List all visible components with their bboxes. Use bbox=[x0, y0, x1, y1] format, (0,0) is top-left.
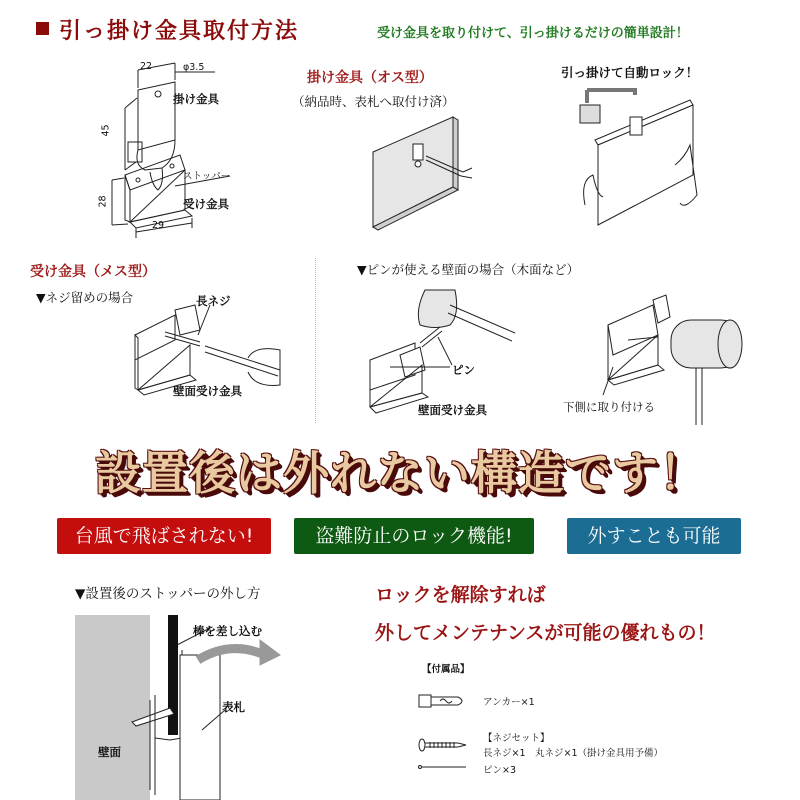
anchor-icon bbox=[418, 693, 468, 709]
maintenance-line-1: ロックを解除すれば bbox=[375, 584, 546, 606]
dim-width-top: 22 bbox=[140, 61, 153, 72]
long-screw-label: 長ネジ bbox=[196, 294, 231, 308]
female-bracket-heading: 受け金具（メス型） bbox=[30, 264, 156, 280]
screw-set-heading: 【ネジセット】 bbox=[483, 733, 550, 744]
accessories-heading: 【付属品】 bbox=[422, 664, 470, 675]
nameplate-screw-illustration bbox=[368, 112, 488, 232]
dim-hole-diameter: φ3.5 bbox=[183, 62, 205, 73]
label-stopper: ストッパー bbox=[183, 171, 231, 182]
attach-below-label: 下側に取り付ける bbox=[563, 400, 655, 414]
pin-mount-illustration-left bbox=[360, 285, 520, 415]
label-hook-bracket: 掛け金具 bbox=[173, 92, 219, 106]
wall-bracket-label-screw: 壁面受け金具 bbox=[173, 384, 242, 398]
badge-anti-theft: 盗難防止のロック機能! bbox=[294, 518, 534, 554]
rod-label: 棒を差し込む bbox=[193, 624, 262, 638]
screw-icon bbox=[418, 738, 468, 752]
label-receiver-bracket: 受け金具 bbox=[183, 197, 229, 211]
tagline: 受け金具を取り付けて、引っ掛けるだけの簡単設計！ bbox=[377, 26, 689, 41]
male-bracket-note: （納品時、表札へ取付け済） bbox=[292, 94, 455, 109]
screw-case-heading: ▼ネジ留めの場合 bbox=[36, 290, 134, 305]
pins-item: ピン×3 bbox=[483, 765, 517, 776]
page-title bbox=[36, 14, 299, 45]
section-divider bbox=[315, 258, 316, 423]
pin-case-heading: ▼ピンが使える壁面の場合（木面など） bbox=[357, 262, 580, 277]
dim-width-receiver: 29 bbox=[152, 220, 165, 231]
badge-typhoon-proof: 台風で飛ばされない! bbox=[57, 518, 271, 554]
male-bracket-heading: 掛け金具（オス型） bbox=[307, 70, 433, 86]
auto-lock-illustration bbox=[575, 85, 705, 225]
screw-mount-illustration bbox=[130, 300, 290, 395]
stopper-removal-heading: ▼設置後のストッパーの外し方 bbox=[75, 586, 261, 602]
dim-height-hook: 45 bbox=[100, 124, 112, 137]
pin-icon bbox=[418, 764, 468, 770]
auto-lock-caption: 引っ掛けて自動ロック！ bbox=[561, 65, 699, 80]
nameplate-label: 表札 bbox=[222, 700, 245, 714]
screw-set-items: 長ネジ×1 丸ネジ×1（掛け金具用予備） bbox=[483, 748, 664, 759]
wall-label: 壁面 bbox=[98, 745, 121, 759]
square-bullet-icon bbox=[36, 22, 49, 35]
dim-height-receiver: 28 bbox=[97, 195, 109, 208]
pin-label: ピン bbox=[452, 363, 475, 377]
wall-bracket-label-pin: 壁面受け金具 bbox=[418, 403, 487, 417]
bracket-dimensions-diagram bbox=[97, 60, 250, 245]
main-headline: 設置後は外れない構造です！ bbox=[95, 446, 706, 500]
badge-removable: 外すことも可能 bbox=[567, 518, 741, 554]
maintenance-line-2: 外してメンテナンスが可能の優れもの！ bbox=[375, 622, 716, 644]
anchor-item: アンカー×1 bbox=[483, 697, 535, 708]
page-title-text: 引っ掛け金具取付方法 bbox=[59, 19, 300, 44]
